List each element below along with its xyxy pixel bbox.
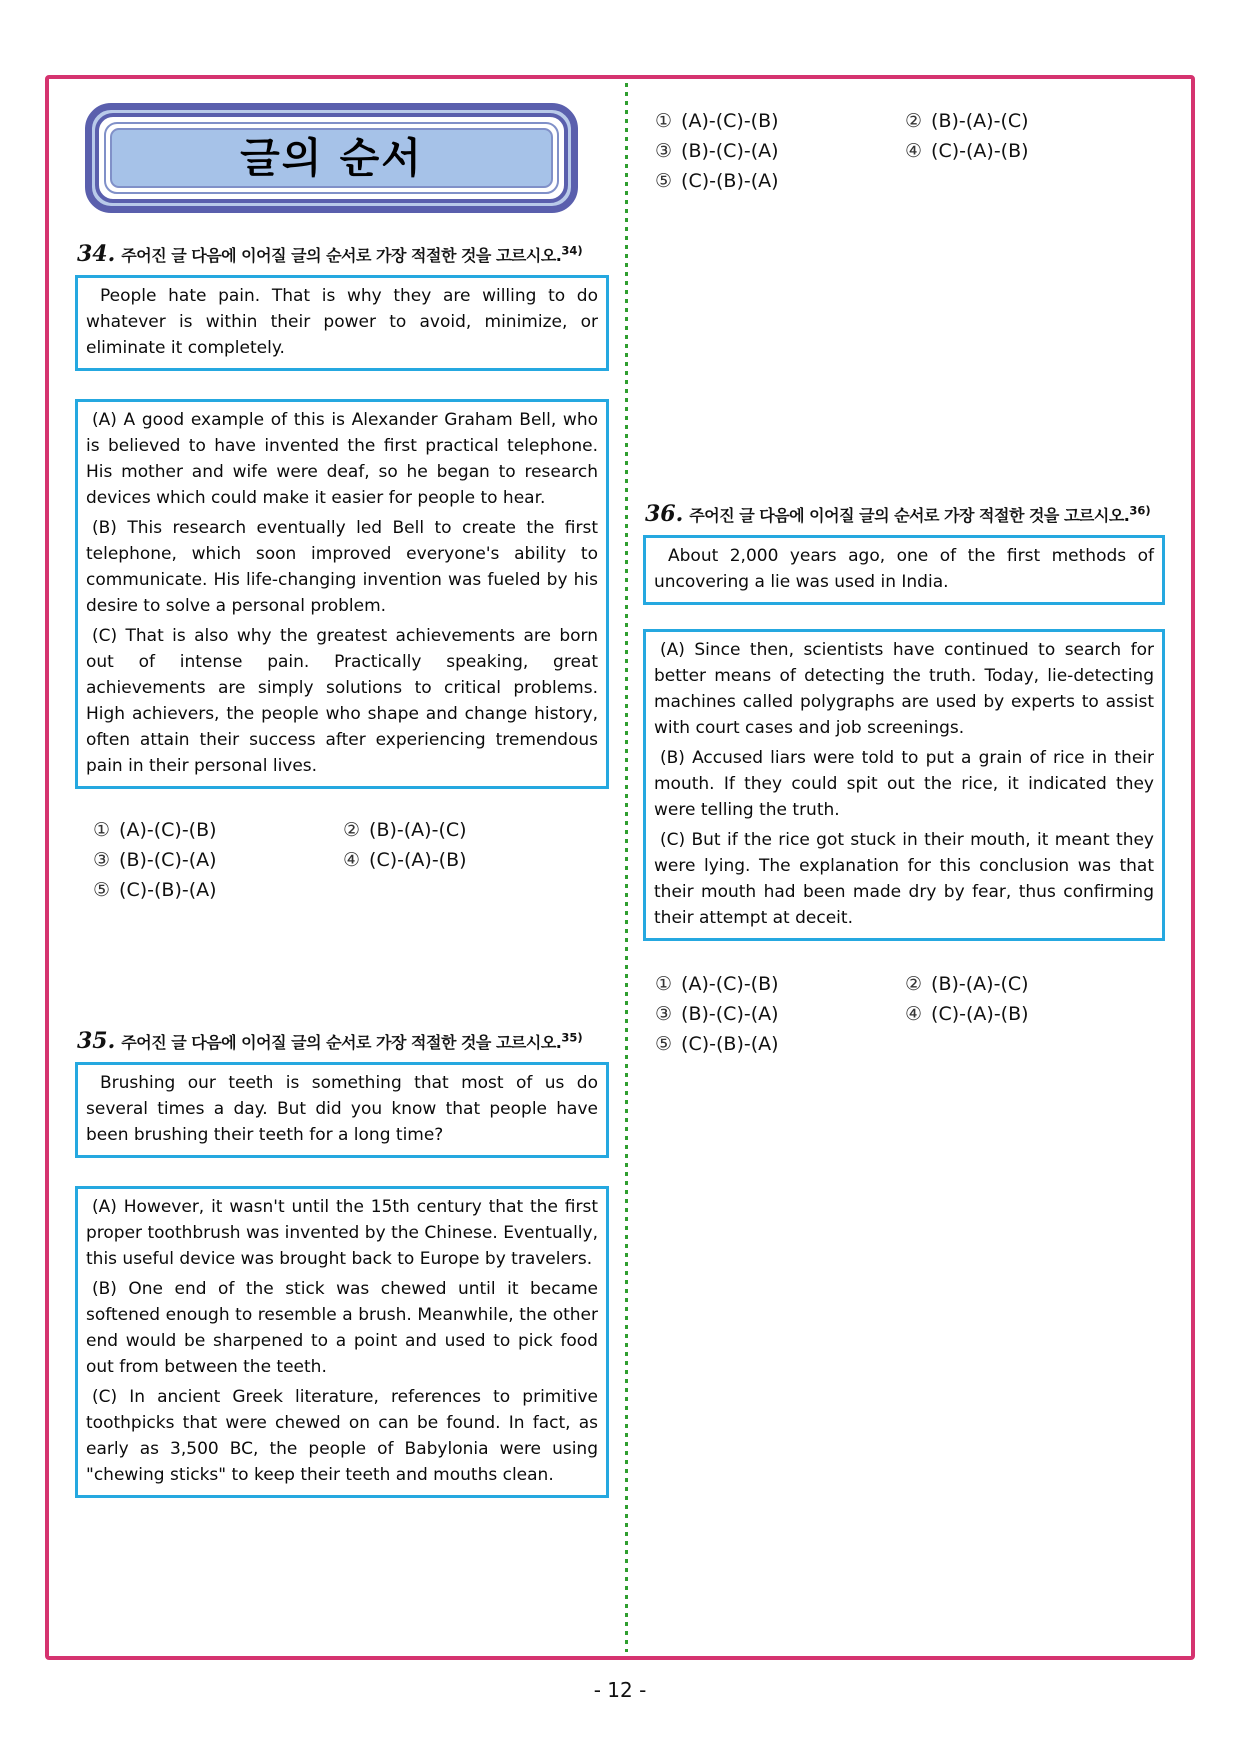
question-35-given-text: Brushing our teeth is something that most of us do several times a day. But did you know that people have been brushing their teeth for a long time? [86,1073,598,1145]
choice-option-2 [905,108,1165,135]
question-36-given-text: About 2,000 years ago, one of the first methods of uncovering a lie was used in India. [654,546,1154,592]
question-36-header [643,501,1165,527]
choice-marker: ④ [343,849,361,871]
question-36-paragraph-b: (B) Accused liars were told to put a grain of rice in their mouth. If they could spit out the rice, it indicated they were telling the truth. [654,748,1154,820]
choice-option-1 [655,971,905,998]
choice-option-5 [655,168,905,195]
question-35-footnote-ref: 35) [561,1030,583,1045]
question-34-number: 34. [77,241,116,267]
left-column [75,79,609,1498]
choice-option-3 [655,138,905,165]
choice-option-1 [93,817,343,844]
question-35-paragraph-b: (B) One end of the stick was chewed until it became softened enough to resemble a brush. Meanwhile, the other end would be sharpened to a point and used to pick food out from between the teeth. [86,1279,598,1377]
choice-option-3 [655,1001,905,1028]
question-35-header [75,1028,609,1054]
choice-text: (B)-(C)-(A) [681,1003,779,1025]
choice-option-3 [93,847,343,874]
choice-text: (B)-(C)-(A) [119,849,217,871]
choice-text: (C)-(B)-(A) [681,170,779,192]
choice-text: (C)-(B)-(A) [681,1033,779,1055]
question-36-number: 36. [645,501,684,527]
banner-ring-inner [104,122,559,194]
question-36-paragraph-a: (A) Since then, scientists have continued to search for better means of detecting the truth. Today, lie-detecting machines called polygraphs are used by experts to assist with court cases and job screenings. [654,640,1154,738]
section-banner [85,103,578,213]
question-35-paragraphs-box [75,1186,609,1498]
question-35-given-box [75,1062,609,1158]
choice-text: (B)-(A)-(C) [931,110,1029,132]
choice-option-2 [343,817,609,844]
choice-option-5 [655,1031,905,1058]
question-34-prompt: 주어진 글 다음에 이어질 글의 순서로 가장 적절한 것을 고르시오. [121,246,562,265]
question-34-paragraph-c: (C) That is also why the greatest achievements are born out of intense pain. Practically speaking, great achievements are simply solutions to critical problems. High achievers, the people who shape and change history, often attain their success after experiencing tremendous pain in their personal lives. [86,626,598,776]
choice-marker: ⑤ [655,170,673,192]
choice-text: (C)-(A)-(B) [931,140,1029,162]
question-34-paragraph-b: (B) This research eventually led Bell to create the first telephone, which soon improved everyone's ability to communicate. His life-changing invention was fueled by his desire to solve a personal problem. [86,518,598,616]
question-34-paragraphs-box [75,399,609,789]
choice-text: (A)-(C)-(B) [681,973,779,995]
choice-marker: ② [343,819,361,841]
choice-marker: ③ [655,1003,673,1025]
choice-marker: ⑤ [93,879,111,901]
choice-marker: ① [655,110,673,132]
question-36-choices [643,971,1165,1058]
question-34-choices [75,817,609,904]
choice-marker: ④ [905,140,923,162]
question-35-prompt: 주어진 글 다음에 이어질 글의 순서로 가장 적절한 것을 고르시오. [121,1033,562,1052]
choice-marker: ② [905,110,923,132]
question-36-paragraph-c: (C) But if the rice got stuck in their mouth, it meant they were lying. The explanation for this conclusion was that their mouth had been made dry by fear, thus confirming their attempt at deceit. [654,830,1154,928]
choice-option-2 [905,971,1165,998]
banner-ring-outer [95,113,568,203]
question-34-footnote-ref: 34) [561,243,583,258]
choice-marker: ④ [905,1003,923,1025]
choice-text: (B)-(C)-(A) [681,140,779,162]
choice-marker: ③ [93,849,111,871]
right-column [643,79,1165,1058]
choice-option-4 [343,847,609,874]
question-35-choices [643,108,1165,195]
choice-option-5 [93,877,343,904]
choice-text: (C)-(B)-(A) [119,879,217,901]
choice-text: (C)-(A)-(B) [369,849,467,871]
question-35-number: 35. [77,1028,116,1054]
question-35-paragraph-a: (A) However, it wasn't until the 15th century that the first proper toothbrush was invented by the Chinese. Eventually, this useful device was brought back to Europe by travelers. [86,1197,598,1269]
question-34-given-text: People hate pain. That is why they are willing to do whatever is within their power to avoid, minimize, or eliminate it completely. [86,286,598,358]
choice-text: (B)-(A)-(C) [931,973,1029,995]
section-title: 글의 순서 [110,128,553,188]
question-34-paragraph-a: (A) A good example of this is Alexander Graham Bell, who is believed to have invented the first practical telephone. His mother and wife were deaf, so he began to research devices which could make it easier for people to hear. [86,410,598,508]
page-frame [45,75,1195,1660]
choice-option-4 [905,138,1165,165]
choice-marker: ① [93,819,111,841]
choice-option-1 [655,108,905,135]
question-34-header [75,241,609,267]
page-number: - 12 - [593,1678,647,1702]
choice-option-4 [905,1001,1165,1028]
choice-marker: ⑤ [655,1033,673,1055]
question-36-footnote-ref: 36) [1129,503,1151,518]
choice-text: (A)-(C)-(B) [681,110,779,132]
choice-text: (A)-(C)-(B) [119,819,217,841]
choice-marker: ③ [655,140,673,162]
question-34-given-box [75,275,609,371]
choice-text: (B)-(A)-(C) [369,819,467,841]
choice-marker: ① [655,973,673,995]
column-divider [625,83,628,1652]
choice-text: (C)-(A)-(B) [931,1003,1029,1025]
question-35-paragraph-c: (C) In ancient Greek literature, references to primitive toothpicks that were chewed on can be found. In fact, as early as 3,500 BC, the people of Babylonia were using "chewing sticks" to keep their teeth and mouths clean. [86,1387,598,1485]
question-36-prompt: 주어진 글 다음에 이어질 글의 순서로 가장 적절한 것을 고르시오. [689,506,1130,525]
question-36-paragraphs-box [643,629,1165,941]
question-36-given-box [643,535,1165,605]
choice-marker: ② [905,973,923,995]
